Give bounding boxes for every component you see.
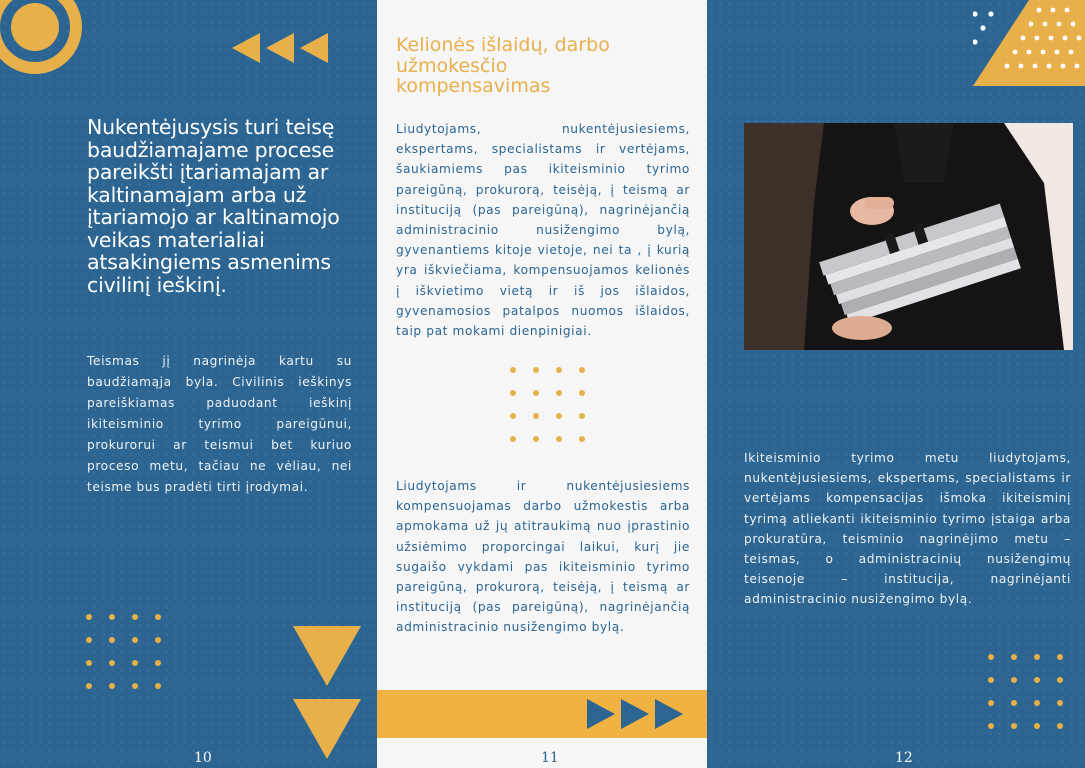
accent-bar: [377, 690, 707, 738]
section-title: Kelionės išlaidų, darbo užmokesčio kompensavimas: [396, 34, 610, 97]
document-folders-photo: [744, 123, 1073, 350]
circle-ring-icon: [0, 0, 82, 74]
body-text: Liudytojams, nukentėjusiesiems, ekspertams, specialistams ir vertėjams, šaukiamiems pas ikiteisminio tyrimo pareigūną, prokurorą, teisėją, į teismą ar instituciją (pas pareigūną), nagrinėjančią administracinio nusižengimo bylą, gyvenantiems kitoje vietoje, nei ta , į kurią yra iškviečiama, kompensuojamos kelionės į iškvietimo vietą ir iš jos išlaidos, gyvenamosios patalpos nuomos išlaidos, taip pat mokami dienpinigiai.: [396, 122, 690, 339]
body-text: Liudytojams ir nukentėjusiesiems kompensuojamas darbo užmokestis arba apmokama už jų atitraukimą nuo įprastinio užsiėmimo proporcingai laikui, kurį jie sugaišo vykdami pas ikiteisminio tyrimo pareigūną, prokurorą, teisėją, į teismą ar instituciją (pas pareigūną), nagrinėjančią administracinio nusižengimo bylą.: [396, 479, 690, 635]
dot-grid-decoration: [86, 614, 163, 689]
brochure-panel-middle: [377, 0, 707, 768]
brochure-panel-left: [0, 0, 377, 768]
body-text: Teismas jį nagrinėja kartu su baudžiamąja byla. Civilinis ieškinys pareiškiamas paduodant ieškinį ikiteisminio tyrimo pareigūnui, prokurorui ar teismui bet kuriuo proceso metu, tačiau ne vėliau, nei teisme bus pradėti tirti įrodymai.: [87, 354, 352, 494]
page-headline: Nukentėjusysis turi teisę baudžiamajame procese pareikšti įtariamajam ar kaltinamajam arba už įtariamojo ar kaltinamojo veikas materialiai atsakingiems asmenims civilinį ieškinį.: [87, 115, 340, 297]
triple-arrow-right-icon: [587, 697, 687, 731]
triangle-corner-icon: [973, 0, 1085, 86]
triangle-down-icon: [293, 626, 361, 686]
dot-grid-decoration: [510, 367, 587, 442]
dot-grid-decoration: [988, 654, 1065, 729]
body-text: Ikiteisminio tyrimo metu liudytojams, nukentėjusiesiems, ekspertams, specialistams ir vertėjams kompensacijas išmoka ikiteisminį tyrimą atliekanti ikiteisminio tyrimo įstaiga arba prokuratūra, teisminio nagrinėjimo metu – teismas, o administracinių nusižengimų teisenoje – institucija, nagrinėjanti administracinio nusižengimo bylą.: [744, 451, 1071, 607]
page-number: 12: [895, 750, 913, 766]
page-number: 11: [541, 750, 559, 766]
triple-arrow-left-icon: [232, 31, 328, 65]
brochure-panel-right: [707, 0, 1085, 768]
triangle-down-icon: [293, 699, 361, 759]
page-number: 10: [194, 750, 212, 766]
